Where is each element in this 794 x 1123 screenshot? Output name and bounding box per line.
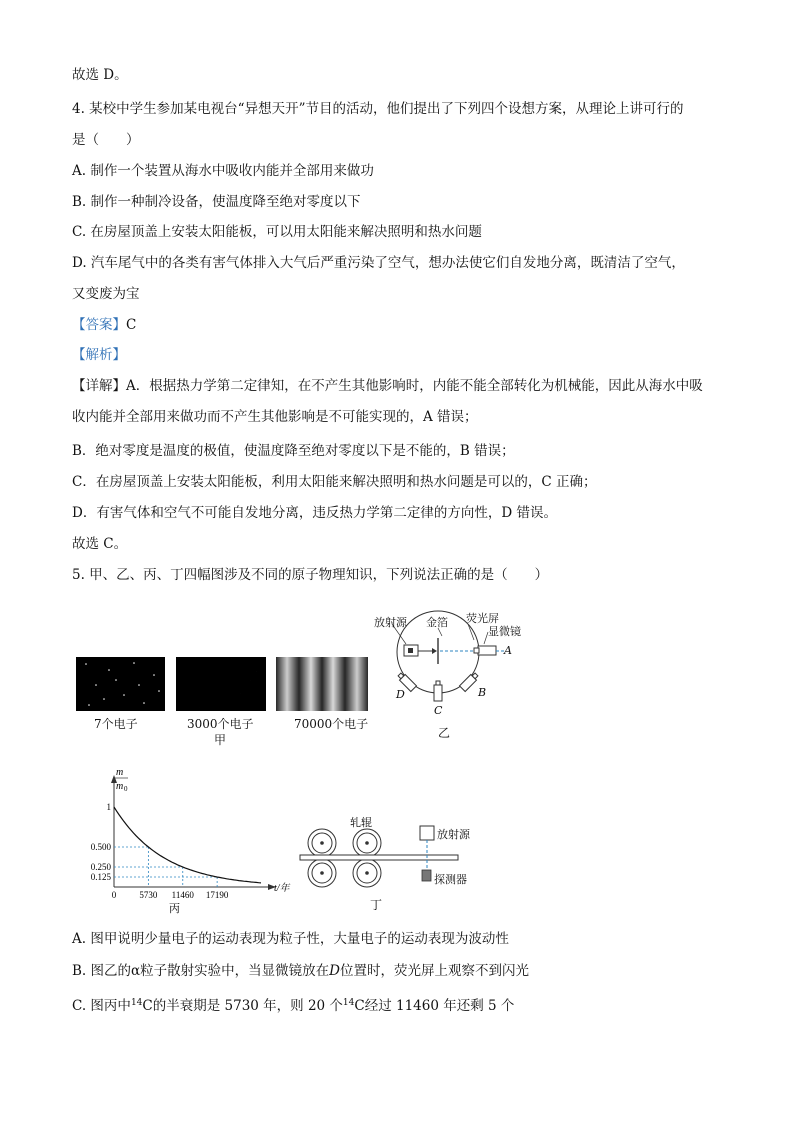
label-pos-a: A (504, 644, 512, 657)
decay-curve (114, 807, 261, 883)
q5-option-b-pos: D (329, 963, 340, 979)
figure-bing (74, 765, 304, 920)
ylabel-bottom: m (116, 781, 124, 792)
q5-option-b-text: B. 图乙的α粒子散射实验中，当显微镜放在 (72, 963, 330, 979)
question-4-stem: 4. 某校中学生参加某电视台“异想天开”节目的活动，他们提出了下列四个设想方案，从理论上讲可行的 (72, 101, 684, 117)
text-line: 故选 C。 (72, 536, 128, 552)
mass-number: 14 (130, 998, 143, 1008)
answer-line (72, 315, 136, 335)
y-tick-label: 0.500 (90, 842, 111, 852)
label-screen: 荧光屏 (466, 612, 499, 625)
x-tick-label: 17190 (205, 890, 229, 900)
mass-number: 14 (342, 998, 355, 1008)
ylabel-subscript: 0 (124, 785, 128, 793)
figure-jia-label: 甲 (214, 733, 227, 747)
q5-option-c-text-3: C经过 11460 年还剩 5 个 (354, 998, 515, 1014)
x-tick-label: 5730 (139, 890, 158, 900)
label-pos-c: C (434, 704, 443, 717)
guide-lines (114, 847, 217, 887)
q5-option-c-text-2: C的半衰期是 5730 年，则 20 个 (142, 998, 343, 1014)
option-b: B. 制作一种制冷设备，使温度降至绝对零度以下 (72, 194, 361, 210)
label-source: 放射源 (374, 616, 407, 629)
detail-line-1 (72, 376, 703, 396)
label-foil: 金箔 (426, 616, 448, 629)
q5-option-c (72, 993, 514, 1016)
figure-bing-label: 丙 (169, 903, 180, 915)
figure-yi (370, 610, 540, 745)
option-a: A. 制作一个装置从海水中吸收内能并全部用来做功 (72, 163, 374, 179)
text-line: 故选 D。 (72, 67, 128, 83)
detail-line-3: B．绝对零度是温度的极值，使温度降至绝对零度以下是不能的，B 错误； (72, 443, 515, 459)
answer-tag: 【答案】 (72, 317, 126, 333)
detail-text-1: A．根据热力学第二定律知，在不产生其他影响时，内能不能全部转化为机械能，因此从海水中吸 (126, 378, 703, 394)
label-pos-d: D (396, 688, 405, 701)
ylabel-top: m (116, 767, 124, 778)
label-pos-b: B (478, 686, 487, 699)
label-microscope: 显微镜 (488, 625, 521, 638)
q5-option-b (72, 961, 529, 981)
figure-yi-label: 乙 (438, 726, 451, 740)
label-detector: 探测器 (434, 873, 467, 886)
analysis-tag: 【解析】 (72, 347, 126, 363)
caption-70000: 70000个电子 (294, 717, 369, 731)
detail-line-4: C．在房屋顶盖上安装太阳能板，利用太阳能来解决照明和热水问题是可以的，C 正确； (72, 474, 597, 490)
answer-value: C (126, 317, 137, 333)
option-d: D. 汽车尾气中的各类有害气体排入大气后严重污染了空气，想办法使它们自发地分离，既清洁了空气， (72, 255, 685, 271)
x-tick-label: 11460 (171, 890, 194, 900)
y-tick-label: 1 (106, 802, 111, 812)
figure-ding (298, 812, 488, 912)
tick-labels (91, 802, 229, 900)
option-d-cont: 又变废为宝 (72, 286, 140, 302)
detail-tag: 【详解】 (72, 378, 126, 394)
figure-jia (74, 655, 370, 745)
label-rollers: 轧辊 (350, 816, 372, 829)
q5-option-b-text-2: 位置时，荧光屏上观察不到闪光 (339, 963, 529, 979)
q5-option-a: A. 图甲说明少量电子的运动表现为粒子性，大量电子的运动表现为波动性 (72, 931, 509, 947)
y-tick-label: 0.250 (90, 862, 111, 872)
option-c: C. 在房屋顶盖上安装太阳能板，可以用太阳能来解决照明和热水问题 (72, 224, 482, 240)
xlabel: t/年 (274, 883, 290, 894)
detail-line-2: 收内能并全部用来做功而不产生其他影响是不可能实现的，A 错误； (72, 409, 478, 425)
x-tick-label: 0 (111, 890, 117, 900)
detail-line-5: D．有害气体和空气不可能自发地分离，违反热力学第二定律的方向性，D 错误。 (72, 505, 557, 521)
question-5-stem: 5. 甲、乙、丙、丁四幅图涉及不同的原子物理知识，下列说法正确的是（ ） (72, 567, 549, 583)
q5-option-c-text: C. 图丙中 (72, 998, 131, 1014)
y-tick-label: 0.125 (90, 872, 111, 882)
caption-7: 7个电子 (94, 717, 138, 731)
caption-3000: 3000个电子 (187, 717, 254, 731)
figure-ding-label: 丁 (370, 898, 383, 912)
question-4-stem-cont: 是（ ） (72, 132, 140, 148)
decay-chart (74, 765, 304, 920)
label-source: 放射源 (437, 828, 470, 841)
